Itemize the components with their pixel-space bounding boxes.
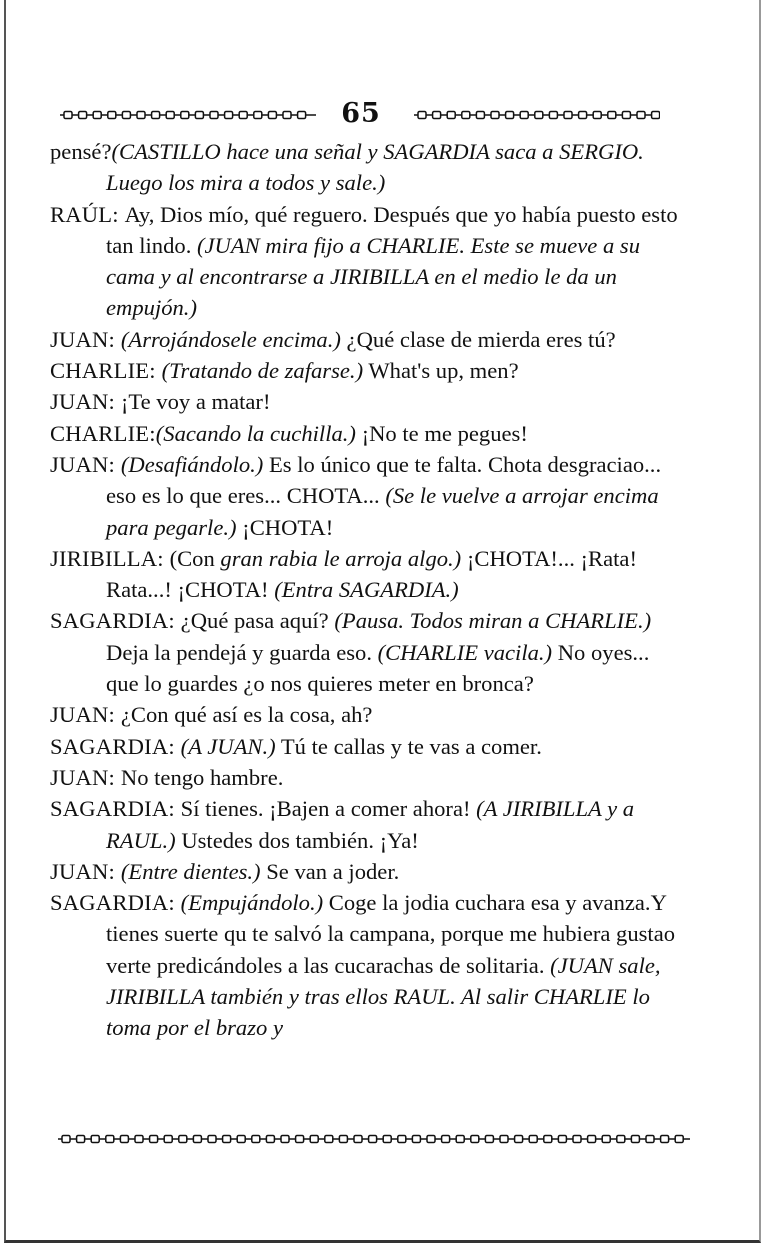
dialogue-text: ¿Con qué así es la cosa, ah? <box>120 702 373 728</box>
stage-direction: (Entre dientes.) <box>120 858 261 884</box>
dialogue-text: ¡Te voy a matar! <box>120 389 271 415</box>
dialogue-text: Ustedes dos también. ¡Ya! <box>175 827 419 853</box>
script-entry <box>50 324 680 355</box>
script-entry <box>50 355 680 386</box>
speaker-name: JUAN: <box>50 702 121 728</box>
dialogue-text: No tengo hambre. <box>120 764 284 790</box>
script-entry <box>50 386 680 417</box>
speaker-name: CHARLIE: <box>50 358 162 384</box>
dialogue-text: Coge la jodia cuchara esa y avanza.Y tienes suerte qu te salvó la campana, porque me hubiera gustao verte predicándoles a las cucarachas de solitaria. <box>106 890 676 978</box>
stage-direction: (JUAN mira fijo a CHARLIE. Este se mueve a su cama y al encontrarse a JIRIBILLA en el medio le da un empujón.) <box>106 232 641 321</box>
stage-direction: (CASTILLO hace una señal y SAGARDIA saca a SERGIO. Luego los mira a todos y sale.) <box>106 139 644 196</box>
dialogue-text: pensé? <box>50 139 112 164</box>
stage-direction: (Pausa. Todos miran a CHARLIE.) <box>334 608 652 634</box>
script-entry <box>50 731 680 762</box>
stage-direction: (Se le vuelve a arrojar encima para pegarle.) <box>106 483 659 540</box>
dialogue-text: ¡CHOTA! <box>236 514 334 540</box>
dialogue-text: Tú te callas y te vas a comer. <box>275 733 542 759</box>
stage-direction: (Arrojándosele encima.) <box>120 326 341 352</box>
dialogue-text: (Con <box>169 545 221 571</box>
script-entry <box>50 856 680 887</box>
speaker-name: SAGARDIA: <box>50 890 181 916</box>
page-number: 65 <box>341 98 381 129</box>
chain-ornament-right <box>414 108 660 122</box>
chain-ornament-left <box>60 108 316 122</box>
speaker-name: CHARLIE: <box>50 420 156 446</box>
dialogue-text: Ay, Dios mío, qué reguero. Después que yo había puesto esto tan lindo. <box>106 201 678 258</box>
script-entry <box>50 699 680 730</box>
chain-ornament-footer <box>58 1132 690 1146</box>
page-header <box>60 98 660 134</box>
speaker-name: SAGARDIA: <box>50 796 181 822</box>
dialogue-text: Sí tienes. ¡Bajen a comer ahora! <box>180 796 477 822</box>
dialogue-text: ¡CHOTA!... ¡Rata! Rata...! ¡CHOTA! <box>106 545 637 603</box>
speaker-name: JUAN: <box>50 389 121 415</box>
script-entry <box>50 887 680 1043</box>
dialogue-text: Se van a joder. <box>260 858 400 884</box>
script-entry <box>50 449 680 543</box>
dialogue-text: Es lo único que te falta. Chota desgraciao... eso es lo que eres... CHOTA... <box>106 451 662 509</box>
stage-direction: (CHARLIE vacila.) <box>377 639 553 665</box>
speaker-name: RAÚL: <box>50 201 125 227</box>
speaker-name: JUAN: <box>50 326 121 352</box>
script-entry <box>50 605 680 699</box>
script-entry <box>50 199 680 324</box>
script-entry <box>50 418 680 449</box>
script-entry <box>50 543 680 606</box>
speaker-name: JIRIBILLA: <box>50 545 170 571</box>
stage-direction: (A JIRIBILLA y a RAUL.) <box>106 796 635 853</box>
script-text <box>50 136 680 1044</box>
speaker-name: JUAN: <box>50 451 121 477</box>
script-entry <box>50 793 680 856</box>
page-footer <box>58 1130 690 1150</box>
stage-direction: (JUAN sale, JIRIBILLA también y tras ellos RAUL. Al salir CHARLIE lo toma por el brazo y <box>106 952 661 1041</box>
speaker-name: SAGARDIA: <box>50 608 181 634</box>
speaker-name: JUAN: <box>50 858 121 884</box>
stage-direction: (Sacando la cuchilla.) <box>155 420 356 446</box>
dialogue-text: ¿Qué clase de mierda eres tú? <box>340 326 616 352</box>
stage-direction: (Desafiándolo.) <box>120 451 264 477</box>
speaker-name: SAGARDIA: <box>50 733 181 759</box>
stage-direction: (Empujándolo.) <box>180 890 324 916</box>
script-entry <box>50 762 680 793</box>
dialogue-text: No oyes... que lo guardes ¿o nos quieres meter en bronca? <box>106 639 650 697</box>
speaker-name: JUAN: <box>50 764 121 790</box>
script-entry <box>50 136 680 199</box>
stage-direction: gran rabia le arroja algo.) <box>220 545 462 571</box>
dialogue-text: ¡No te me pegues! <box>355 420 528 446</box>
stage-direction: (Tratando de zafarse.) <box>161 358 364 384</box>
dialogue-text: ¿Qué pasa aquí? <box>180 608 335 634</box>
dialogue-text: What's up, men? <box>363 358 519 384</box>
stage-direction: (A JUAN.) <box>180 733 276 759</box>
dialogue-text: Deja la pendejá y guarda eso. <box>106 639 378 665</box>
stage-direction: (Entra SAGARDIA.) <box>274 577 459 603</box>
